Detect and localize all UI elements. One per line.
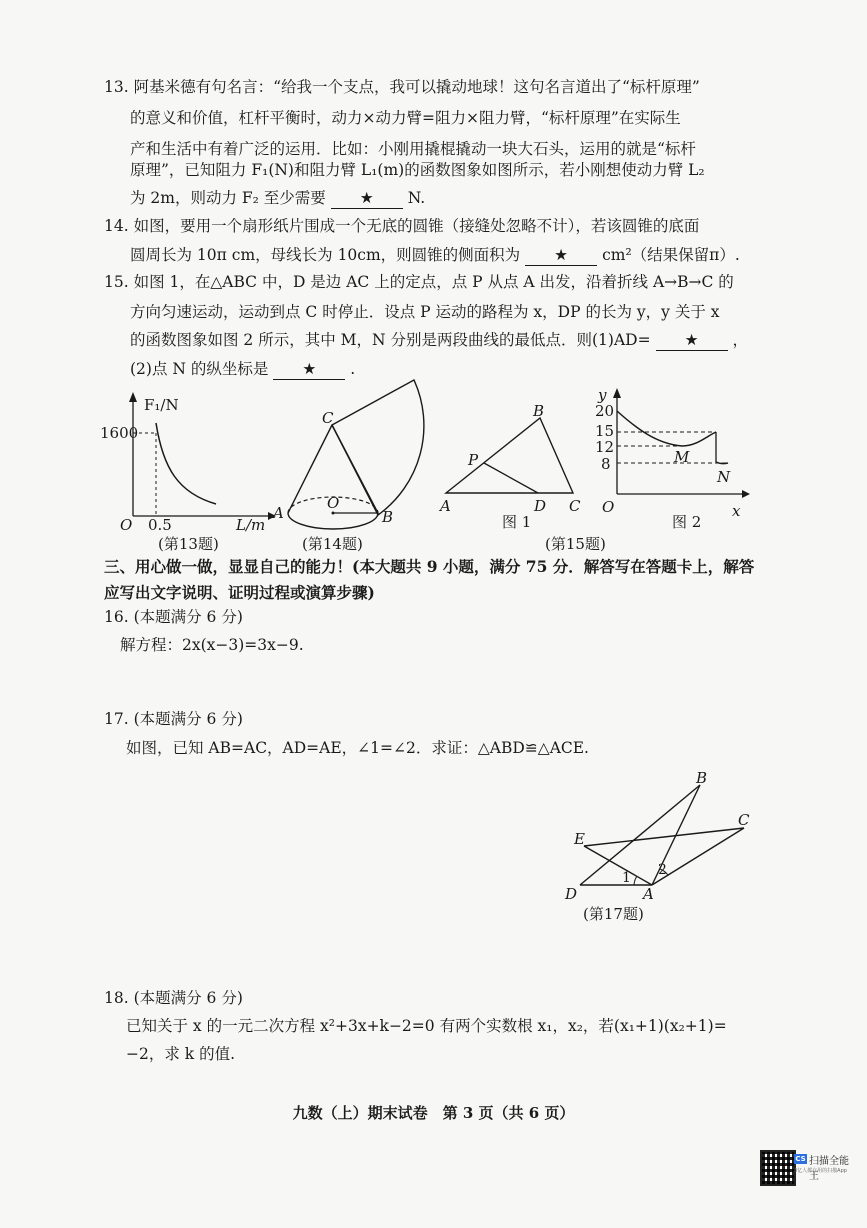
x-tick-0.5: 0.5 (148, 516, 172, 534)
figure-15-2-label: 图 2 (672, 513, 702, 531)
section-3-heading: 三、用心做一做，显显自己的能力！(本大题共 9 小题，满分 75 分．解答写在答题卡上，解答 (104, 557, 755, 576)
q14-line1: 14. 如图，要用一个扇形纸片围成一个无底的圆锥（接缝处忽略不计），若该圆锥的底面 (104, 217, 700, 235)
point-P: P (468, 451, 479, 469)
scanner-watermark (760, 1150, 856, 1190)
q15-line1: 15. 如图 1，在△ABC 中，D 是边 AC 上的定点，点 P 从点 A 出发，沿着折线 A→B→C 的 (104, 273, 734, 291)
angle-2-label: 2 (658, 862, 667, 878)
q13-line4: 原理”，已知阻力 F₁(N)和阻力臂 L₁(m)的函数图象如图所示，若小刚想使动力臂 L₂ (130, 161, 705, 179)
q15-line2: 方向匀速运动，运动到点 C 时停止．设点 P 运动的路程为 x，DP 的长为 y，y 关于 x (130, 303, 720, 321)
answer-blank: ★ (273, 359, 345, 380)
point-C: C (738, 811, 750, 829)
q13-unit: N. (407, 189, 426, 207)
qr-code-icon (760, 1150, 796, 1186)
page-footer: 九数（上）期末试卷 第 3 页（共 6 页） (292, 1104, 575, 1122)
point-A: A (643, 885, 654, 903)
point-A: A (440, 497, 451, 515)
q18-line2: −2，求 k 的值. (126, 1045, 236, 1063)
origin-label: O (120, 516, 133, 534)
point-C: C (322, 409, 334, 427)
point-D: D (534, 497, 547, 515)
figure-13-graph (100, 388, 278, 538)
q15-text: (2)点 N 的纵坐标是 (130, 360, 269, 378)
y-axis-label: F₁/N (144, 396, 179, 414)
x-axis-label: L/m (236, 516, 266, 534)
y-tick-15: 15 (595, 422, 615, 440)
answer-blank: ★ (525, 245, 597, 266)
answer-blank: ★ (331, 188, 403, 209)
q15-line3 (130, 330, 748, 351)
answer-blank: ★ (656, 330, 728, 351)
q15-text: 的函数图象如图 2 所示，其中 M，N 分别是两段曲线的最低点．则(1)AD= (130, 331, 651, 349)
origin-label: O (602, 498, 615, 516)
figure-15-graph (582, 384, 752, 524)
q16-heading: 16. (本题满分 6 分) (104, 608, 243, 626)
point-O: O (327, 494, 340, 512)
y-axis-label: y (598, 386, 607, 404)
q15-end: . (350, 360, 356, 378)
section-3-heading-cont: 应写出文字说明、证明过程或演算步骤) (104, 583, 375, 602)
y-tick-8: 8 (601, 455, 611, 473)
figure-15-triangle (432, 398, 592, 518)
point-E: E (574, 830, 585, 848)
point-B: B (696, 769, 708, 787)
q13-line2: 的意义和价值，杠杆平衡时，动力×动力臂=阻力×阻力臂，“标杆原理”在实际生 (130, 109, 681, 127)
q17-body: 如图，已知 AB=AC，AD=AE，∠1=∠2．求证：△ABD≌△ACE. (126, 739, 589, 757)
figure-13-caption: (第13题) (158, 535, 219, 553)
scanner-tagline: 3亿人都在用的扫描App (794, 1168, 847, 1174)
figure-17-caption: (第17题) (583, 905, 644, 923)
figure-15-1-label: 图 1 (502, 513, 532, 531)
q16-body: 解方程：2x(x−3)=3x−9. (120, 636, 304, 654)
q14-text: 圆周长为 10π cm，母线长为 10cm，则圆锥的侧面积为 (130, 246, 521, 264)
figure-15-caption: (第15题) (545, 535, 606, 553)
point-C: C (569, 497, 581, 515)
y-tick-20: 20 (595, 402, 615, 420)
q13-line3: 产和生活中有着广泛的运用．比如：小刚用撬棍撬动一块大石头，运用的就是“标杆 (130, 140, 696, 158)
q13-line1: 13. 阿基米德有句名言：“给我一个支点，我可以撬动地球！这句名言道出了“标杆原理” (104, 78, 700, 96)
point-B: B (382, 508, 394, 526)
q14-unit: cm²（结果保留π）. (602, 246, 740, 264)
point-M: M (674, 448, 690, 466)
y-tick-12: 12 (595, 438, 615, 456)
q18-line1: 已知关于 x 的一元二次方程 x²+3x+k−2=0 有两个实数根 x₁，x₂，若(x₁+1)(x₂+1)= (126, 1017, 727, 1035)
scanner-name: 扫描全能王 (809, 1156, 849, 1182)
q18-heading: 18. (本题满分 6 分) (104, 989, 243, 1007)
figure-17-triangles (560, 768, 760, 908)
point-A: A (273, 504, 284, 522)
point-N: N (717, 468, 731, 486)
q13-text: 为 2m，则动力 F₂ 至少需要 (130, 189, 326, 207)
y-tick-1600: 1600 (100, 424, 139, 442)
q14-line2 (130, 245, 740, 266)
q15-sep: ， (732, 331, 748, 349)
q17-heading: 17. (本题满分 6 分) (104, 710, 243, 728)
x-axis-label: x (732, 502, 741, 520)
camscanner-logo-icon: CS (795, 1155, 806, 1163)
point-B: B (533, 402, 545, 420)
figure-14-caption: (第14题) (302, 535, 363, 553)
q13-line5 (130, 188, 425, 209)
angle-1-label: 1 (622, 870, 631, 886)
point-D: D (565, 885, 578, 903)
